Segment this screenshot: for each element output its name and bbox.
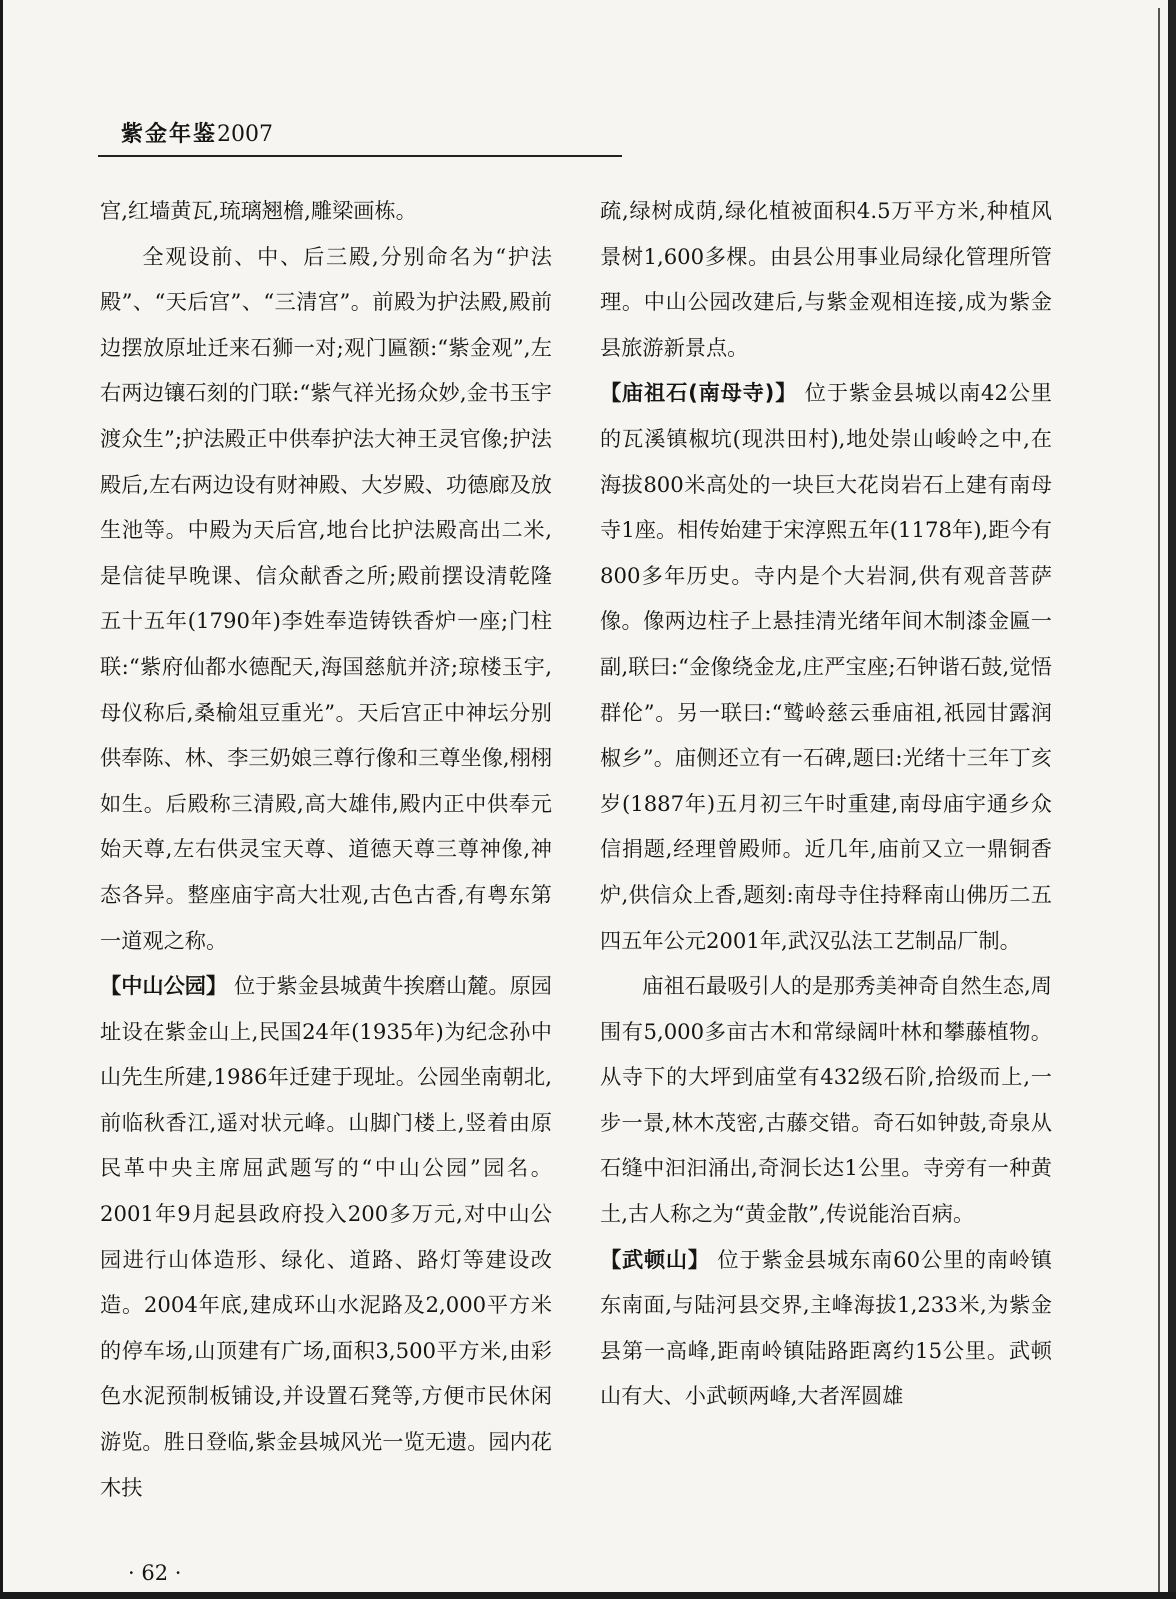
header-year: 2007 bbox=[217, 122, 274, 147]
left-column bbox=[100, 188, 552, 1510]
entry-paragraph bbox=[100, 963, 552, 1510]
scan-edge-left bbox=[0, 0, 3, 1599]
header-rule bbox=[98, 155, 622, 157]
paragraph: 宫,红墙黄瓦,琉璃翘檐,雕梁画栋。 bbox=[100, 198, 417, 223]
entry-paragraph bbox=[600, 370, 1052, 963]
entry-title: 【庙祖石(南母寺)】 bbox=[600, 380, 798, 406]
entry-text: 位于紫金县城黄牛挨磨山麓。原园址设在紫金山上,民国24年(1935年)为纪念孙中山先生所建,1986年迁建于现址。公园坐南朝北,前临秋香江,遥对状元峰。山脚门楼上,竖着由原民革中央主席屈武题写的“中山公园”园名。2001年9月起县政府投入200多万元,对中山公园进行山体造形、绿化、道路、路灯等建设改造。2004年底,建成环山水泥路及2,000平方米的停车场,山顶建有广场,面积3,500平方米,由彩色水泥预制板铺设,并设置石凳等,方便市民休闲游览。胜日登临,紫金县城风光一览无遗。园内花木扶 bbox=[100, 973, 552, 1500]
running-header bbox=[121, 117, 273, 148]
entry-text: 位于紫金县城东南60公里的南岭镇东南面,与陆河县交界,主峰海拔1,233米,为紫金县第一高峰,距南岭镇陆路距离约15公里。武顿山有大、小武顿两峰,大者浑圆雄 bbox=[600, 1246, 1052, 1409]
entry-paragraph bbox=[600, 1237, 1052, 1419]
paragraph: 庙祖石最吸引人的是那秀美神奇自然生态,周围有5,000多亩古木和常绿阔叶林和攀藤植物。从寺下的大坪到庙堂有432级石阶,拾级而上,一步一景,林木茂密,古藤交错。奇石如钟鼓,奇泉从石缝中汩汩涌出,奇洞长达1公里。寺旁有一种黄土,古人称之为“黄金散”,传说能治百病。 bbox=[600, 973, 1052, 1227]
entry-title: 【武顿山】 bbox=[600, 1246, 710, 1272]
scan-edge-right bbox=[1168, 0, 1176, 1599]
scan-edge-bottom bbox=[0, 1592, 1176, 1599]
page-number: · 62 · bbox=[128, 1561, 182, 1585]
entry-title: 【中山公园】 bbox=[100, 973, 228, 999]
paragraph: 疏,绿树成荫,绿化植被面积4.5万平方米,种植风景树1,600多棵。由县公用事业局绿化管理所管理。中山公园改建后,与紫金观相连接,成为紫金县旅游新景点。 bbox=[600, 198, 1052, 360]
scan-edge-right-inner bbox=[1158, 8, 1160, 1593]
entry-text: 位于紫金县城以南42公里的瓦溪镇椒坑(现洪田村),地处崇山峻岭之中,在海拔800米高处的一块巨大花岗岩石上建有南母寺1座。相传始建于宋淳熙五年(1178年),距今有800多年历史。寺内是个大岩洞,供有观音菩萨像。像两边柱子上悬挂清光绪年间木制漆金匾一副,联曰:“金像绕金龙,庄严宝座;石钟谐石鼓,觉悟群伦”。另一联曰:“鹫岭慈云垂庙祖,祇园甘露润椒乡”。庙侧还立有一石碑,题曰:光绪十三年丁亥岁(1887年)五月初三午时重建,南母庙宇通乡众信捐题,经理曾殿师。近几年,庙前又立一鼎铜香炉,供信众上香,题刻:南母寺住持释南山佛历二五四五年公元2001年,武汉弘法工艺制品厂制。 bbox=[600, 380, 1052, 953]
paragraph: 全观设前、中、后三殿,分别命名为“护法殿”、“天后宫”、“三清宫”。前殿为护法殿,殿前边摆放原址迁来石狮一对;观门匾额:“紫金观”,左右两边镶石刻的门联:“紫气祥光扬众妙,金书玉宇渡众生”;护法殿正中供奉护法大神王灵官像;护法殿后,左右两边设有财神殿、大岁殿、功德廊及放生池等。中殿为天后宫,地台比护法殿高出二米,是信徒早晚课、信众献香之所;殿前摆设清乾隆五十五年(1790年)李姓奉造铸铁香炉一座;门柱联:“紫府仙都水德配天,海国慈航并济;琼楼玉宇,母仪称后,桑榆俎豆重光”。天后宫正中神坛分别供奉陈、林、李三奶娘三尊行像和三尊坐像,栩栩如生。后殿称三清殿,高大雄伟,殿内正中供奉元始天尊,左右供灵宝天尊、道德天尊三尊神像,神态各异。整座庙宇高大壮观,古色古香,有粤东第一道观之称。 bbox=[100, 243, 552, 953]
header-title: 紫金年鉴 bbox=[121, 122, 218, 147]
right-column bbox=[600, 188, 1052, 1419]
